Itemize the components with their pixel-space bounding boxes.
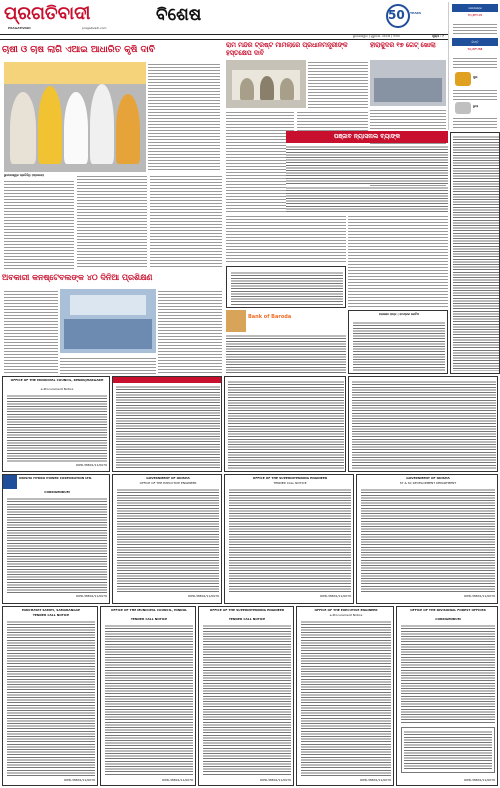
market-label-4: ରୁପା (473, 104, 479, 108)
notice-9-sub: e-Procurement Notice (329, 613, 363, 617)
notice-4-title: OFFICE OF THE SUPERINTENDING ENGINEER (252, 476, 328, 480)
notice-4 (224, 474, 354, 604)
years-text: YEARS (410, 11, 422, 15)
notice-9 (296, 606, 394, 786)
notice-6 (2, 606, 98, 786)
notice-2-footer: OIPR-38801/11/0076 (75, 594, 107, 598)
page-number: ପୃଷ୍ଠା : ୯ (432, 33, 444, 38)
market-label-2: ନିଫ୍ଟି (452, 38, 498, 46)
masthead (0, 0, 500, 38)
notice-7-title: OFFICE OF THE MUNICIPAL COUNCIL, HINDOL (110, 608, 188, 612)
notice-10-table (401, 727, 495, 773)
notice-table (112, 376, 222, 472)
article-1-photo (4, 62, 146, 172)
notice-7-footer: OIPR-38801/11/0076 (161, 778, 193, 782)
notice-10 (396, 606, 498, 786)
right-column-ad (450, 132, 500, 374)
notice-5 (356, 474, 498, 604)
notice-grid (224, 376, 346, 472)
market-strip (448, 2, 500, 130)
years-badge: 50 (388, 8, 405, 22)
notice-1-footer: OIPR-38801/11/0076 (75, 463, 107, 467)
notice-6-footer: OIPR-38801/11/0076 (63, 778, 95, 782)
article-3-photo (370, 60, 446, 106)
silver-icon (455, 102, 471, 114)
notice-5-sub: ST & SC DEVELOPMENT DEPARTMENT (399, 481, 457, 485)
article-2-headline: ରାମ ମନ୍ଦିର ଟ୍ରଷ୍ଟ ମାମଲାରେ ପ୍ରଧାନମନ୍ତ୍ରୀଙ୍କ ହସ୍ତକ୍ଷେପ ଦାବି (226, 42, 348, 57)
notice-1-sub: e-Procurement Notice (40, 387, 74, 391)
bank-ad-label: Bank of Baroda (248, 314, 292, 320)
notice-4-sub: TENDER CALL NOTICE (273, 481, 307, 485)
mid-notice (226, 266, 346, 308)
announcement-title: ଘୋଷଣା ପତ୍ର | ଟେଣ୍ଡର ନୋଟିସ (379, 312, 419, 316)
notice-1 (2, 376, 110, 472)
notice-7 (100, 606, 196, 786)
notice-3 (112, 474, 222, 604)
article-5-photo (60, 289, 156, 353)
notice-2 (2, 474, 110, 604)
article-1-headline: ଚାଷୀ ଓ ଚାଷ ଲାଗି ଏଆଇ ଆଧାରିତ କୃଷି ଦାବି (2, 45, 155, 55)
notice-4-footer: OIPR-38801/11/0076 (319, 594, 351, 598)
article-1-side-text (148, 62, 220, 172)
market-label-3: ସୁନା (473, 75, 478, 79)
notice-3-footer: OIPR-38801/11/0076 (187, 594, 219, 598)
ohpc-logo-icon (3, 475, 17, 489)
notice-10-footer: OIPR-38801/11/0076 (463, 778, 495, 782)
anniversary-logo (380, 2, 446, 36)
article-2-headline-box (226, 42, 448, 58)
notice-9-title: OFFICE OF THE EXECUTIVE ENGINEER (314, 608, 378, 612)
notice-8-title: OFFICE OF THE SUPERINTENDING ENGINEER (209, 608, 285, 612)
notice-table-header (113, 377, 222, 383)
notice-9-footer: OIPR-38801/11/0076 (359, 778, 391, 782)
article-3-headline: ହୀରାକୁଦର ୧୭ ଗେଟ୍ ଖୋଲା (370, 42, 436, 49)
notice-2-sub: CORRIGENDUM (44, 490, 70, 494)
article-1-headline-box (2, 42, 222, 60)
notice-7-sub: TENDER CALL NOTICE (130, 617, 168, 621)
bank-logo-icon (226, 310, 246, 332)
notice-5-title: GOVERNMENT OF ODISHA (406, 476, 450, 480)
market-value-1: ୮୦,୭୯୨.୪୨ (467, 13, 483, 17)
notice-3-title: GOVERNMENT OF ODISHA (146, 476, 190, 480)
notice-8 (198, 606, 294, 786)
notice-big-text (348, 376, 498, 472)
article-5-headline: ଅବକାରୀ କନଷ୍ଟେବଲଙ୍କ ୪୦ ଦିନିଆ ପ୍ରଶିକ୍ଷଣ (2, 273, 153, 282)
market-value-2: ୨୪,୬୯୯.୩୫ (467, 47, 483, 51)
notice-10-title: OFFICE OF THE DIVISIONAL FOREST OFFICER (410, 608, 486, 612)
notice-5-footer: OIPR-38801/11/0076 (463, 594, 495, 598)
article-4-headline: ପଞ୍ଜାବ ନ୍ୟାସନାଲ ବ୍ୟାଙ୍କ (286, 131, 448, 143)
notice-1-title: OFFICE OF THE MUNICIPAL COUNCIL, KENDUJHARGARH (10, 378, 104, 382)
masthead-name-sub: PRAGATIVADI (8, 26, 31, 30)
notice-10-sub: CORRIGENDUM (435, 617, 461, 621)
notice-6-sub: TENDER CALL NOTICE (32, 613, 70, 617)
article-2-photo (226, 60, 306, 108)
notice-3-sub: OFFICE OF THE EXECUTIVE ENGINEER (139, 481, 197, 485)
notice-8-footer: OIPR-38801/11/0076 (259, 778, 291, 782)
notice-2-title: ODISHA HYDRO POWER CORPORATION LTD. (19, 476, 93, 480)
notice-6-title: PANCHAYAT SAMITI, SAMARANGAP (21, 608, 81, 612)
notice-8-sub: TENDER CALL NOTICE (228, 617, 266, 621)
gold-icon (455, 72, 471, 86)
masthead-site: pragativadi.com (82, 26, 107, 30)
section-title: ବିଶେଷ (156, 5, 202, 25)
masthead-name: ପ୍ରଗତିବାଦୀ (4, 3, 91, 24)
article-1-byline: ଭୁବନେଶ୍ୱର ପ୍ରତିନିଧି (ପ୍ରକାଶ) (4, 173, 44, 177)
date-line: ଭୁବନେଶ୍ୱର | ଗୁରୁବାର, ୭୫ବର୍ଷ | ୨୦୨୫ (352, 33, 400, 38)
market-label-1: ସେନସେକ୍ସ (452, 4, 498, 12)
announcement-box (348, 310, 448, 374)
